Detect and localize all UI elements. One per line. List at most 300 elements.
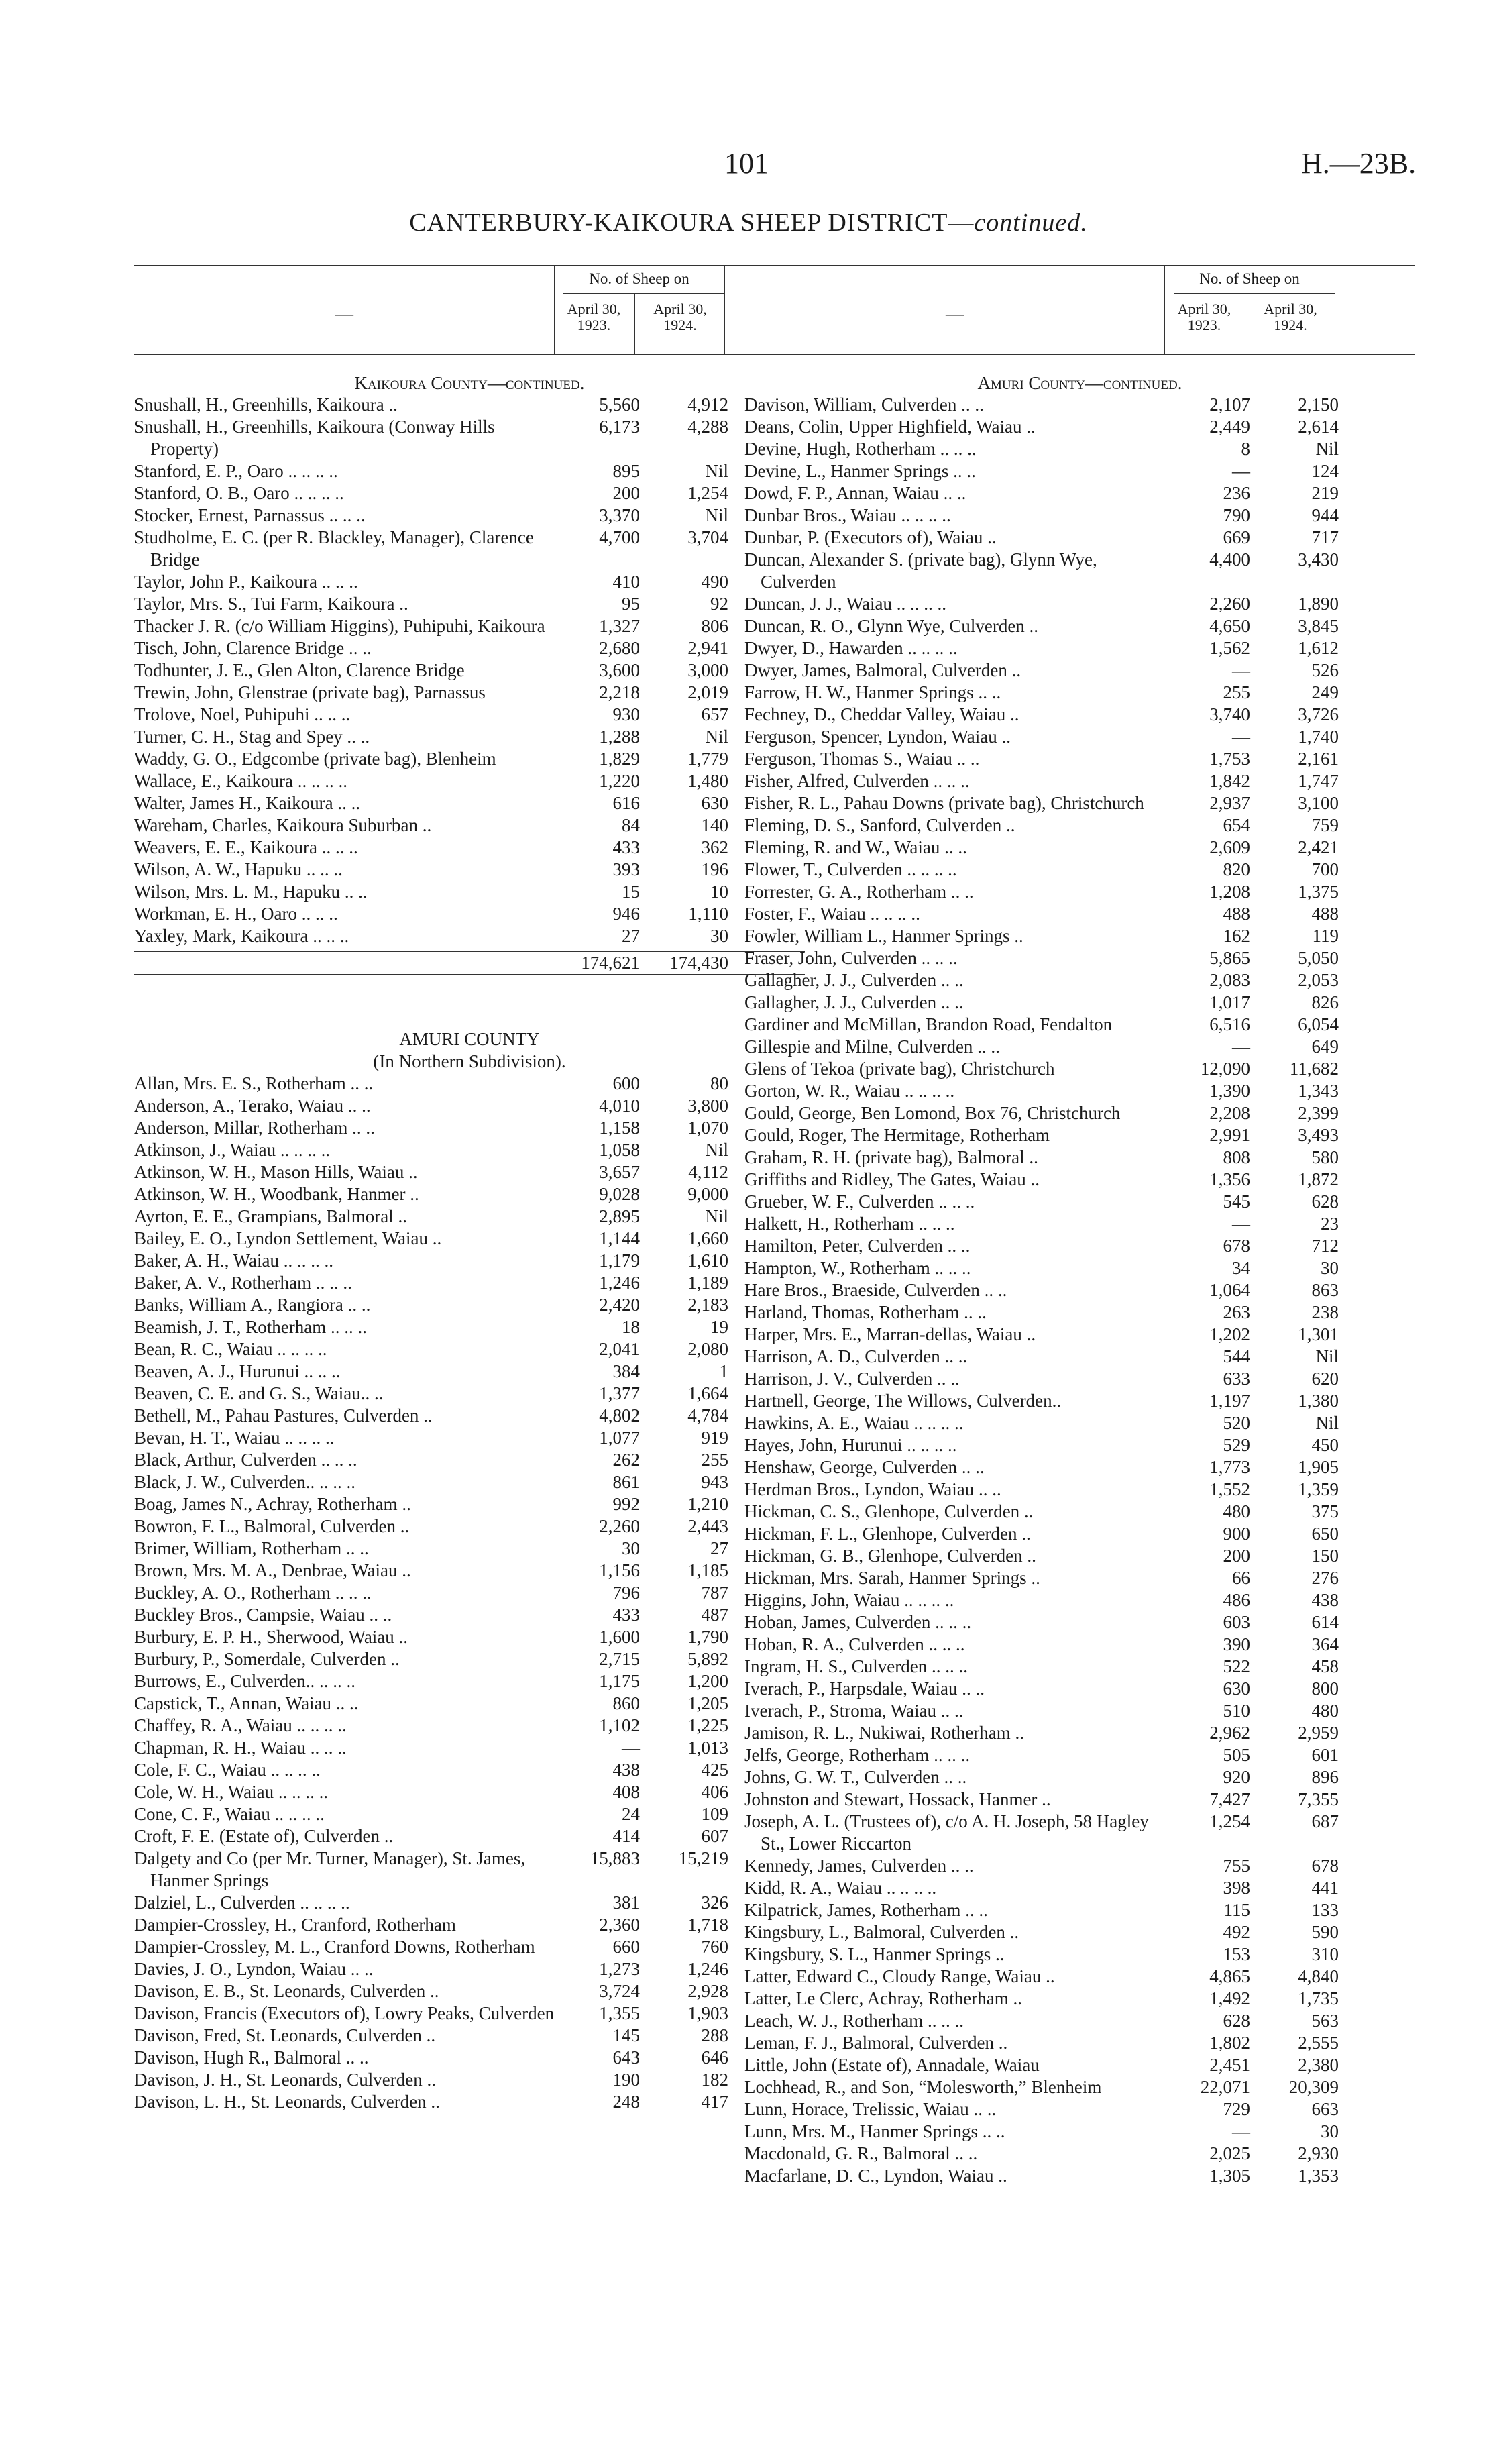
owner-name: Fleming, R. and W., Waiau .. .. bbox=[744, 837, 967, 857]
owner-name: Hickman, F. L., Glenhope, Culverden .. bbox=[744, 1523, 1031, 1544]
sheep-1923: 643 bbox=[612, 2047, 640, 2068]
owner-name: Lunn, Horace, Trelissic, Waiau .. .. bbox=[744, 2099, 997, 2119]
sheep-1923: — bbox=[1232, 660, 1250, 680]
sheep-1923: — bbox=[1232, 461, 1250, 481]
owner-name: Latter, Le Clerc, Achray, Rotherham .. bbox=[744, 1988, 1023, 2008]
table-row bbox=[744, 615, 1415, 637]
table-row bbox=[744, 659, 1415, 682]
owner-name: Davison, Francis (Executors of), Lowry Peaks, Culverden bbox=[134, 2003, 555, 2023]
table-row bbox=[744, 704, 1415, 726]
table-row bbox=[134, 504, 805, 527]
sheep-1923: 510 bbox=[1223, 1701, 1250, 1721]
sheep-1923: 1,017 bbox=[1209, 992, 1250, 1012]
owner-name: Fisher, R. L., Pahau Downs (private bag), Christchurch bbox=[744, 793, 1144, 813]
sheep-1923: 3,600 bbox=[599, 660, 640, 680]
sheep-1923: 414 bbox=[612, 1826, 640, 1846]
sheep-1924: 150 bbox=[1311, 1546, 1339, 1566]
owner-name: Devine, Hugh, Rotherham .. .. .. bbox=[744, 439, 977, 459]
sheep-1924: 19 bbox=[710, 1317, 728, 1337]
sheep-1924: 5,892 bbox=[687, 1649, 728, 1669]
sheep-1924: 1,664 bbox=[687, 1383, 728, 1403]
sheep-1923: 6,173 bbox=[599, 417, 640, 437]
table-row bbox=[134, 1670, 805, 1693]
owner-name: Trewin, John, Glenstrae (private bag), Parnassus bbox=[134, 682, 486, 702]
table-row bbox=[744, 1346, 1415, 1368]
sheep-1923: 4,802 bbox=[599, 1405, 640, 1426]
owner-name: Dalziel, L., Culverden .. .. .. .. bbox=[134, 1892, 350, 1913]
sheep-1923: 9,028 bbox=[599, 1184, 640, 1204]
sheep-1924: 800 bbox=[1311, 1678, 1339, 1699]
owner-name: Weavers, E. E., Kaikoura .. .. .. bbox=[134, 837, 358, 857]
owner-name: Capstick, T., Annan, Waiau .. .. bbox=[134, 1693, 359, 1713]
sheep-1924: 2,959 bbox=[1298, 1723, 1339, 1743]
table-row bbox=[134, 1095, 805, 1117]
sheep-1924: 580 bbox=[1311, 1147, 1339, 1167]
sheep-1924: 646 bbox=[701, 2047, 728, 2068]
sheep-1924: 1,070 bbox=[687, 1118, 728, 1138]
table-row bbox=[134, 704, 805, 726]
sheep-1924: 276 bbox=[1311, 1568, 1339, 1588]
table-row bbox=[744, 1324, 1415, 1346]
right-column bbox=[744, 265, 1415, 2187]
sheep-1923: 2,260 bbox=[1209, 594, 1250, 614]
table-row bbox=[134, 2047, 805, 2069]
owner-name: Davison, Fred, St. Leonards, Culverden .. bbox=[134, 2025, 436, 2045]
owner-name: Leach, W. J., Rotherham .. .. .. bbox=[744, 2011, 964, 2031]
sheep-1923: 1,355 bbox=[599, 2003, 640, 2023]
sheep-1923: 992 bbox=[612, 1494, 640, 1514]
table-row bbox=[134, 1604, 805, 1626]
table-row bbox=[744, 1412, 1415, 1434]
table-row bbox=[134, 1693, 805, 1715]
sheep-1924: 458 bbox=[1311, 1656, 1339, 1676]
sheep-1924: 1,380 bbox=[1298, 1391, 1339, 1411]
sheep-1924: 1,480 bbox=[687, 771, 728, 791]
table-row bbox=[744, 527, 1415, 549]
table-row bbox=[134, 527, 805, 571]
sheep-1924: Nil bbox=[705, 727, 728, 747]
owner-name: Baker, A. H., Waiau .. .. .. .. bbox=[134, 1250, 333, 1271]
sheep-1924: 92 bbox=[710, 594, 728, 614]
sheep-1923: 2,962 bbox=[1209, 1723, 1250, 1743]
sheep-1923: 1,305 bbox=[1209, 2165, 1250, 2186]
sheep-1923: 1,197 bbox=[1209, 1391, 1250, 1411]
sheep-1924: 1,718 bbox=[687, 1915, 728, 1935]
table-row bbox=[744, 1124, 1415, 1146]
owner-name: Davies, J. O., Lyndon, Waiau .. .. bbox=[134, 1959, 374, 1979]
sheep-1923: — bbox=[622, 1737, 640, 1758]
table-row bbox=[134, 792, 805, 814]
table-row bbox=[134, 1427, 805, 1449]
owner-name: Wilson, A. W., Hapuku .. .. .. bbox=[134, 859, 343, 879]
owner-name: Macdonald, G. R., Balmoral .. .. bbox=[744, 2143, 978, 2163]
owner-name: Beaven, C. E. and G. S., Waiau.. .. bbox=[134, 1383, 384, 1403]
table-row bbox=[744, 1678, 1415, 1700]
sheep-1923: 255 bbox=[1223, 682, 1250, 702]
sheep-1923: 2,083 bbox=[1209, 970, 1250, 990]
owner-name: Kingsbury, L., Balmoral, Culverden .. bbox=[744, 1922, 1019, 1942]
table-row bbox=[744, 593, 1415, 615]
table-row bbox=[744, 726, 1415, 748]
owner-name: Waddy, G. O., Edgcombe (private bag), Blenheim bbox=[134, 749, 496, 769]
table-row bbox=[744, 2143, 1415, 2165]
sheep-1924: Nil bbox=[1315, 439, 1339, 459]
sheep-1924: 943 bbox=[701, 1472, 728, 1492]
table-row bbox=[134, 1338, 805, 1360]
table-row bbox=[744, 2165, 1415, 2187]
owner-name: Halkett, H., Rotherham .. .. .. bbox=[744, 1214, 955, 1234]
right-rows bbox=[744, 394, 1415, 2187]
table-row bbox=[744, 859, 1415, 881]
sheep-1923: 603 bbox=[1223, 1612, 1250, 1632]
owner-name: Todhunter, J. E., Glen Alton, Clarence Bridge bbox=[134, 660, 465, 680]
sheep-1924: 3,845 bbox=[1298, 616, 1339, 636]
table-row bbox=[744, 1279, 1415, 1301]
table-row bbox=[744, 2010, 1415, 2032]
table-row bbox=[744, 438, 1415, 460]
table-row bbox=[744, 549, 1415, 593]
sheep-1924: 1,353 bbox=[1298, 2165, 1339, 2186]
table-row bbox=[744, 682, 1415, 704]
sheep-1923: 1,377 bbox=[599, 1383, 640, 1403]
owner-name: Gillespie and Milne, Culverden .. .. bbox=[744, 1036, 1000, 1057]
sheep-1923: 1,552 bbox=[1209, 1479, 1250, 1499]
table-row bbox=[744, 2121, 1415, 2143]
table-row bbox=[744, 1014, 1415, 1036]
sheep-1924: 1,890 bbox=[1298, 594, 1339, 614]
owner-name: Anderson, A., Terako, Waiau .. .. bbox=[134, 1095, 371, 1116]
sheep-1924: 2,380 bbox=[1298, 2055, 1339, 2075]
owner-name: Harland, Thomas, Rotherham .. .. bbox=[744, 1302, 987, 1322]
sheep-1924: 759 bbox=[1311, 815, 1339, 835]
sheep-1923: 6,516 bbox=[1209, 1014, 1250, 1034]
sheep-1924: Nil bbox=[705, 461, 728, 481]
sheep-1923: 2,991 bbox=[1209, 1125, 1250, 1145]
sheep-1924: 1,110 bbox=[688, 904, 728, 924]
owner-name: Gardiner and McMillan, Brandon Road, Fendalton bbox=[744, 1014, 1113, 1034]
sheep-1924: 488 bbox=[1311, 904, 1339, 924]
table-row bbox=[134, 1073, 805, 1095]
table-row bbox=[744, 992, 1415, 1014]
sheep-1924: 480 bbox=[1311, 1701, 1339, 1721]
sheep-1924: 27 bbox=[710, 1538, 728, 1558]
table-row bbox=[744, 792, 1415, 814]
sheep-1923: — bbox=[1232, 2121, 1250, 2141]
sheep-1923: — bbox=[1232, 727, 1250, 747]
sheep-1924: 5,050 bbox=[1298, 948, 1339, 968]
owner-name: Iverach, P., Stroma, Waiau .. .. bbox=[744, 1701, 964, 1721]
sheep-1924: 3,726 bbox=[1298, 704, 1339, 725]
table-row bbox=[744, 1921, 1415, 1943]
owner-name: Hickman, C. S., Glenhope, Culverden .. bbox=[744, 1501, 1034, 1521]
owner-name: Snushall, H., Greenhills, Kaikoura (Conway Hills Property) bbox=[134, 417, 495, 459]
owner-name: Chapman, R. H., Waiau .. .. .. bbox=[134, 1737, 347, 1758]
sheep-1924: 2,928 bbox=[687, 1981, 728, 2001]
table-row bbox=[134, 1560, 805, 1582]
table-row bbox=[744, 1036, 1415, 1058]
sheep-1923: 654 bbox=[1223, 815, 1250, 835]
total-row bbox=[134, 951, 805, 975]
sheep-1923: 729 bbox=[1223, 2099, 1250, 2119]
header-dash: — bbox=[335, 303, 353, 323]
sheep-1923: 1,829 bbox=[599, 749, 640, 769]
table-row bbox=[134, 1206, 805, 1228]
owner-name: Banks, William A., Rangiora .. .. bbox=[134, 1295, 371, 1315]
sheep-1923: 162 bbox=[1223, 926, 1250, 946]
total-1923: 174,621 bbox=[581, 953, 640, 973]
sheep-1923: 480 bbox=[1223, 1501, 1250, 1521]
sheep-1924: 196 bbox=[701, 859, 728, 879]
sheep-1924: 362 bbox=[701, 837, 728, 857]
sheep-1924: 30 bbox=[710, 926, 728, 946]
table-row bbox=[744, 1611, 1415, 1633]
sheep-1924: 1,735 bbox=[1298, 1988, 1339, 2008]
sheep-1923: 522 bbox=[1223, 1656, 1250, 1676]
sheep-1923: 660 bbox=[612, 1937, 640, 1957]
sheep-1923: 4,865 bbox=[1209, 1966, 1250, 1986]
header-dash: — bbox=[946, 303, 964, 323]
sheep-1923: 145 bbox=[612, 2025, 640, 2045]
sheep-1923: 27 bbox=[622, 926, 640, 946]
owner-name: Bevan, H. T., Waiau .. .. .. .. bbox=[134, 1428, 335, 1448]
sheep-1924: 7,355 bbox=[1298, 1789, 1339, 1809]
sheep-1924: 687 bbox=[1311, 1811, 1339, 1831]
sheep-1923: 248 bbox=[612, 2092, 640, 2112]
owner-name: Henshaw, George, Culverden .. .. bbox=[744, 1457, 985, 1477]
sheep-1924: 1,205 bbox=[687, 1693, 728, 1713]
sheep-1924: 649 bbox=[1311, 1036, 1339, 1057]
sheep-1924: 2,555 bbox=[1298, 2033, 1339, 2053]
table-row bbox=[134, 837, 805, 859]
sheep-1923: 529 bbox=[1223, 1435, 1250, 1455]
owner-name: Wallace, E., Kaikoura .. .. .. .. bbox=[134, 771, 347, 791]
sheep-1923: 1,842 bbox=[1209, 771, 1250, 791]
sheep-1924: 6,054 bbox=[1298, 1014, 1339, 1034]
document-reference: H.—23B. bbox=[1301, 147, 1417, 180]
owner-name: Cole, W. H., Waiau .. .. .. .. bbox=[134, 1782, 329, 1802]
table-row bbox=[134, 748, 805, 770]
owner-name: Bowron, F. L., Balmoral, Culverden .. bbox=[134, 1516, 410, 1536]
table-row bbox=[134, 1759, 805, 1781]
owner-name: Ingram, H. S., Culverden .. .. .. bbox=[744, 1656, 968, 1676]
table-row bbox=[744, 1700, 1415, 1722]
sheep-1923: 1,202 bbox=[1209, 1324, 1250, 1344]
owner-name: Davison, E. B., St. Leonards, Culverden .. bbox=[134, 1981, 439, 2001]
sheep-1924: 526 bbox=[1311, 660, 1339, 680]
owner-name: Croft, F. E. (Estate of), Culverden .. bbox=[134, 1826, 394, 1846]
sheep-1923: 1,254 bbox=[1209, 1811, 1250, 1831]
table-row bbox=[744, 1523, 1415, 1545]
sheep-1923: 3,657 bbox=[599, 1162, 640, 1182]
header-col-1924: April 30, 1924. bbox=[653, 301, 707, 333]
table-row bbox=[744, 416, 1415, 438]
owner-name: Glens of Tekoa (private bag), Christchurch bbox=[744, 1059, 1055, 1079]
sheep-1923: — bbox=[1232, 1036, 1250, 1057]
sheep-1924: 3,800 bbox=[687, 1095, 728, 1116]
owner-name: Kilpatrick, James, Rotherham .. .. bbox=[744, 1900, 988, 1920]
table-row bbox=[134, 925, 805, 947]
sheep-1923: 66 bbox=[1232, 1568, 1250, 1588]
sheep-1924: 2,183 bbox=[687, 1295, 728, 1315]
sheep-1924: 863 bbox=[1311, 1280, 1339, 1300]
sheep-1924: 760 bbox=[701, 1937, 728, 1957]
owner-name: Taylor, Mrs. S., Tui Farm, Kaikoura .. bbox=[134, 594, 408, 614]
table-row bbox=[134, 903, 805, 925]
sheep-1923: 1,600 bbox=[599, 1627, 640, 1647]
table-row bbox=[134, 1847, 805, 1892]
owner-name: Johnston and Stewart, Hossack, Hanmer .. bbox=[744, 1789, 1051, 1809]
table-row bbox=[134, 1360, 805, 1383]
owner-name: Griffiths and Ridley, The Gates, Waiau .. bbox=[744, 1169, 1040, 1189]
sheep-1924: 30 bbox=[1321, 1258, 1339, 1278]
sheep-1924: 80 bbox=[710, 1073, 728, 1093]
table-row bbox=[134, 1294, 805, 1316]
table-row bbox=[134, 1914, 805, 1936]
sheep-1924: 1 bbox=[719, 1361, 728, 1381]
sheep-1924: 1,210 bbox=[687, 1494, 728, 1514]
sheep-1923: 15 bbox=[622, 881, 640, 902]
owner-name: Iverach, P., Harpsdale, Waiau .. .. bbox=[744, 1678, 985, 1699]
sheep-1923: 544 bbox=[1223, 1346, 1250, 1367]
sheep-1924: 438 bbox=[1311, 1590, 1339, 1610]
sheep-1923: 1,144 bbox=[599, 1228, 640, 1248]
sheep-1924: 2,053 bbox=[1298, 970, 1339, 990]
sheep-1923: — bbox=[1232, 1214, 1250, 1234]
owner-name: Ayrton, E. E., Grampians, Balmoral .. bbox=[134, 1206, 407, 1226]
table-row bbox=[134, 637, 805, 659]
owner-name: Duncan, J. J., Waiau .. .. .. .. bbox=[744, 594, 947, 614]
sheep-1923: 861 bbox=[612, 1472, 640, 1492]
sheep-1924: 1,375 bbox=[1298, 881, 1339, 902]
owner-name: Tisch, John, Clarence Bridge .. .. bbox=[134, 638, 372, 658]
sheep-1923: 2,895 bbox=[599, 1206, 640, 1226]
owner-name: Black, J. W., Culverden.. .. .. .. bbox=[134, 1472, 355, 1492]
owner-name: Baker, A. V., Rotherham .. .. .. bbox=[134, 1273, 352, 1293]
sheep-1923: 600 bbox=[612, 1073, 640, 1093]
sheep-1924: 375 bbox=[1311, 1501, 1339, 1521]
owner-name: Burrows, E., Culverden.. .. .. .. bbox=[134, 1671, 355, 1691]
header-col-1923: April 30, 1923. bbox=[567, 301, 621, 333]
sheep-1923: 1,773 bbox=[1209, 1457, 1250, 1477]
sheep-1923: 486 bbox=[1223, 1590, 1250, 1610]
sheep-1923: 2,041 bbox=[599, 1339, 640, 1359]
sheep-1924: 628 bbox=[1311, 1191, 1339, 1212]
sheep-1923: 628 bbox=[1223, 2011, 1250, 2031]
owner-name: Macfarlane, D. C., Lyndon, Waiau .. bbox=[744, 2165, 1007, 2186]
sheep-1924: 326 bbox=[701, 1892, 728, 1913]
sheep-1924: 663 bbox=[1311, 2099, 1339, 2119]
sheep-1923: 15,883 bbox=[590, 1848, 640, 1868]
table-row bbox=[134, 1737, 805, 1759]
owner-name: Hamilton, Peter, Culverden .. .. bbox=[744, 1236, 971, 1256]
left-section-heading: Kaikoura County—continued. bbox=[354, 373, 585, 393]
table-row bbox=[134, 1405, 805, 1427]
owner-name: Gallagher, J. J., Culverden .. .. bbox=[744, 970, 964, 990]
owner-name: Allan, Mrs. E. S., Rotherham .. .. bbox=[134, 1073, 374, 1093]
right-table-header bbox=[744, 265, 1415, 355]
owner-name: Hartnell, George, The Willows, Culverden.. bbox=[744, 1391, 1062, 1411]
sheep-1924: 607 bbox=[701, 1826, 728, 1846]
sheep-1924: 601 bbox=[1311, 1745, 1339, 1765]
table-row bbox=[134, 615, 805, 637]
sheep-1924: 140 bbox=[701, 815, 728, 835]
owner-name: Hoban, James, Culverden .. .. .. bbox=[744, 1612, 972, 1632]
owner-name: Herdman Bros., Lyndon, Waiau .. .. bbox=[744, 1479, 1001, 1499]
sheep-1924: 487 bbox=[701, 1605, 728, 1625]
table-row bbox=[744, 504, 1415, 527]
sheep-1924: 3,493 bbox=[1298, 1125, 1339, 1145]
table-row bbox=[134, 2002, 805, 2025]
table-row bbox=[134, 770, 805, 792]
table-row bbox=[134, 1958, 805, 1980]
owner-name: Bethell, M., Pahau Pastures, Culverden .. bbox=[134, 1405, 433, 1426]
table-row bbox=[744, 1899, 1415, 1921]
sheep-1923: 678 bbox=[1223, 1236, 1250, 1256]
owner-name: Fisher, Alfred, Culverden .. .. .. bbox=[744, 771, 970, 791]
owner-name: Buckley Bros., Campsie, Waiau .. .. bbox=[134, 1605, 392, 1625]
sheep-1923: 2,449 bbox=[1209, 417, 1250, 437]
sheep-1923: 1,058 bbox=[599, 1140, 640, 1160]
table-row bbox=[744, 1633, 1415, 1656]
sheep-1923: 115 bbox=[1223, 1900, 1250, 1920]
owner-name: Duncan, R. O., Glynn Wye, Culverden .. bbox=[744, 616, 1039, 636]
sheep-1923: 4,650 bbox=[1209, 616, 1250, 636]
sheep-1923: 2,420 bbox=[599, 1295, 640, 1315]
sheep-1924: 700 bbox=[1311, 859, 1339, 879]
sheep-1923: 492 bbox=[1223, 1922, 1250, 1942]
sheep-1923: 1,273 bbox=[599, 1959, 640, 1979]
sheep-1923: 900 bbox=[1223, 1523, 1250, 1544]
sheep-1924: 10 bbox=[710, 881, 728, 902]
table-row bbox=[744, 969, 1415, 992]
owner-name: Dwyer, James, Balmoral, Culverden .. bbox=[744, 660, 1021, 680]
table-row bbox=[744, 637, 1415, 659]
table-row bbox=[134, 460, 805, 482]
sheep-1923: 236 bbox=[1223, 483, 1250, 503]
table-row bbox=[134, 1272, 805, 1294]
sheep-1923: 616 bbox=[612, 793, 640, 813]
sheep-1923: 2,208 bbox=[1209, 1103, 1250, 1123]
sheep-1923: 860 bbox=[612, 1693, 640, 1713]
sheep-1924: 2,930 bbox=[1298, 2143, 1339, 2163]
left-table-header bbox=[134, 265, 805, 355]
table-row bbox=[744, 1368, 1415, 1390]
table-row bbox=[134, 2091, 805, 2113]
sheep-1923: 1,246 bbox=[599, 1273, 640, 1293]
table-row bbox=[744, 1390, 1415, 1412]
sheep-1923: 3,724 bbox=[599, 1981, 640, 2001]
sheep-1923: 796 bbox=[612, 1583, 640, 1603]
sheep-1923: 34 bbox=[1232, 1258, 1250, 1278]
owner-name: Chaffey, R. A., Waiau .. .. .. .. bbox=[134, 1715, 347, 1735]
sheep-1924: 2,019 bbox=[687, 682, 728, 702]
header-col-1924: April 30, 1924. bbox=[1264, 301, 1317, 333]
sheep-1923: 1,562 bbox=[1209, 638, 1250, 658]
owner-name: Kidd, R. A., Waiau .. .. .. .. bbox=[744, 1878, 937, 1898]
sheep-1924: 2,399 bbox=[1298, 1103, 1339, 1123]
sheep-1924: 4,784 bbox=[687, 1405, 728, 1426]
amuri-subdivision: (In Northern Subdivision). bbox=[373, 1051, 566, 1071]
sheep-1923: 633 bbox=[1223, 1369, 1250, 1389]
sheep-1924: 2,614 bbox=[1298, 417, 1339, 437]
sheep-1923: 2,451 bbox=[1209, 2055, 1250, 2075]
owner-name: Fowler, William L., Hanmer Springs .. bbox=[744, 926, 1023, 946]
sheep-1924: 238 bbox=[1311, 1302, 1339, 1322]
owner-name: Buckley, A. O., Rotherham .. .. .. bbox=[134, 1583, 372, 1603]
sheep-1923: 930 bbox=[612, 704, 640, 725]
sheep-1923: 262 bbox=[612, 1450, 640, 1470]
table-row bbox=[744, 1788, 1415, 1811]
